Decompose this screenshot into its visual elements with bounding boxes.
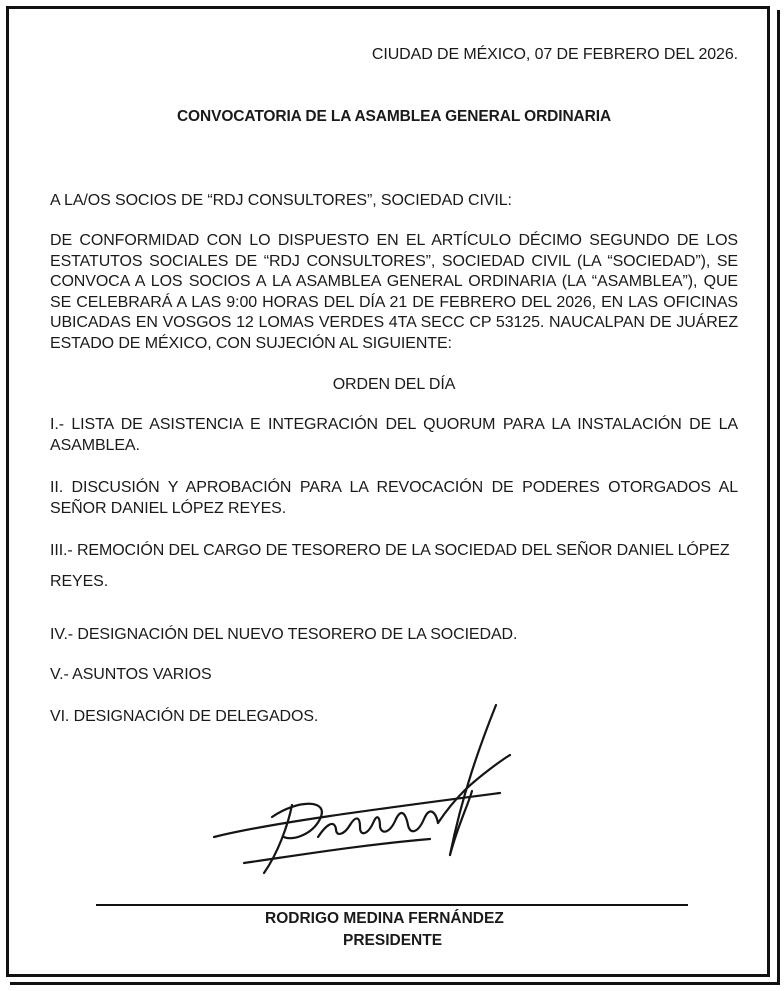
salutation: A LA/OS SOCIOS DE “RDJ CONSULTORES”, SOCIEDAD CIVIL: — [50, 192, 512, 209]
agenda-item-1: I.- LISTA DE ASISTENCIA E INTEGRACIÓN DEL QUORUM PARA LA INSTALACIÓN DE LA ASAMBLEA. — [50, 416, 738, 454]
agenda-item-2: II. DISCUSIÓN Y APROBACIÓN PARA LA REVOCACIÓN DE PODERES OTORGADOS AL SEÑOR DANIEL LÓPEZ REYES. — [50, 479, 738, 517]
signature-line — [96, 904, 688, 906]
date-line: CIUDAD DE MÉXICO, 07 DE FEBRERO DEL 2026. — [371, 46, 738, 63]
agenda-item-3-continued: REYES. — [50, 573, 109, 590]
document-title: CONVOCATORIA DE LA ASAMBLEA GENERAL ORDINARIA — [176, 108, 612, 125]
agenda-item-4: IV.- DESIGNACIÓN DEL NUEVO TESORERO DE LA SOCIEDAD. — [50, 626, 518, 643]
signer-name: RODRIGO MEDINA FERNÁNDEZ — [265, 910, 504, 927]
agenda-item-5: V.- ASUNTOS VARIOS — [50, 666, 212, 683]
agenda-item-6: VI. DESIGNACIÓN DE DELEGADOS. — [50, 708, 319, 725]
intro-paragraph: DE CONFORMIDAD CON LO DISPUESTO EN EL ARTÍCULO DÉCIMO SEGUNDO DE LOS ESTATUTOS SOCIALES DE “RDJ CONSULTORES”, SOCIEDAD CIVIL (LA “SOCIEDAD”), SE CONVOCA A LOS SOCIOS A LA ASAMBLEA GENERAL ORDINARIA (LA “ASAMBLEA”), QUE SE CELEBRARÁ A LAS 9:00 HORAS DEL DÍA 21 DE FEBRERO DEL 2026, EN LAS OFICINAS UBICADAS EN VOSGOS 12 LOMAS VERDES 4TA SECC CP 53125. NAUCALPAN DE JUÁREZ ESTADO DE MÉXICO, CON SUJECIÓN AL SIGUIENTE: — [50, 232, 738, 352]
signer-role: PRESIDENTE — [343, 932, 443, 949]
agenda-heading: ORDEN DEL DÍA — [332, 376, 456, 393]
agenda-item-3: III.- REMOCIÓN DEL CARGO DE TESORERO DE LA SOCIEDAD DEL SEÑOR DANIEL LÓPEZ — [50, 542, 730, 559]
handwritten-signature — [200, 695, 520, 905]
